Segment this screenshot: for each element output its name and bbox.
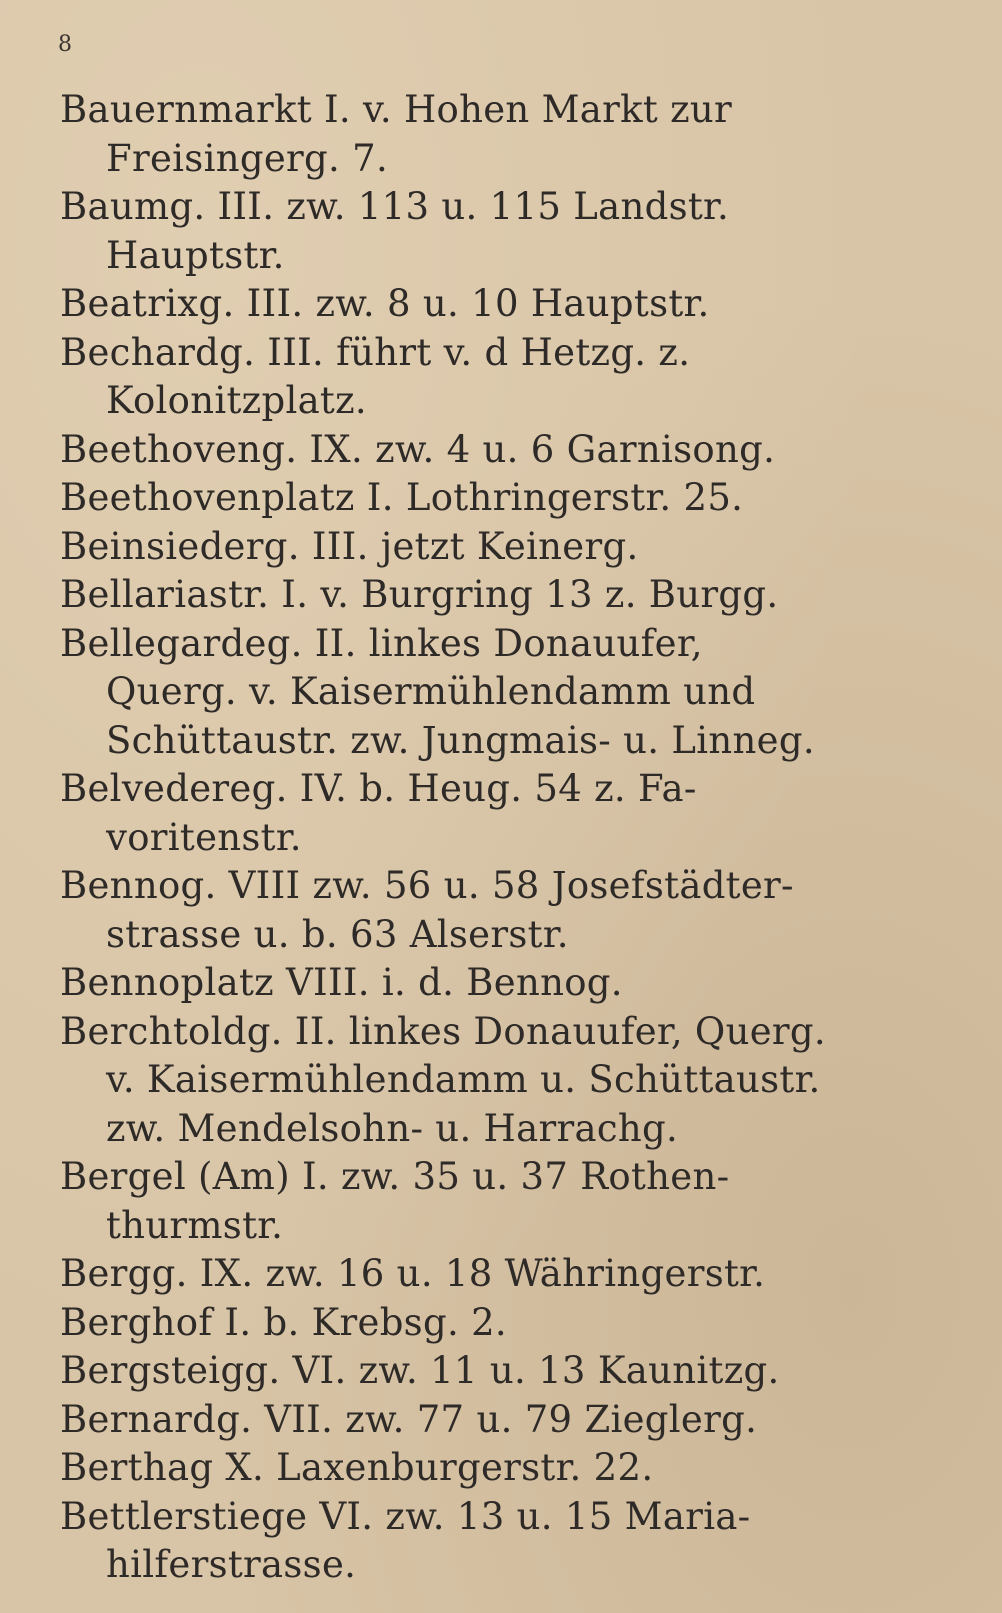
entry-text: Beinsiederg. III. jetzt Keinerg.: [60, 524, 639, 568]
entry-text: Bergel (Am) I. zw. 35 u. 37 Rothen-: [60, 1155, 730, 1198]
entry-text: Bauernmarkt I. v. Hohen Markt zur: [60, 88, 732, 131]
entry-text: Bennoplatz VIII. i. d. Bennog.: [60, 961, 623, 1004]
street-entry: [60, 280, 850, 329]
entry-continuation-text: Schüttaustr. zw. Jungmais- u. Linneg.: [106, 718, 815, 762]
page-number: 8: [58, 32, 72, 57]
street-entry: [60, 620, 850, 766]
entry-continuation-text: zw. Mendelsohn- u. Harrachg.: [106, 1106, 679, 1150]
street-entry: [60, 183, 850, 280]
street-entry: [60, 1444, 850, 1493]
entry-text: Berthag X. Laxenburgerstr. 22.: [60, 1446, 654, 1489]
entry-text: Bechardg. III. führt v. d Hetzg. z.: [60, 330, 691, 374]
entry-continuation-text: thurmstr.: [106, 1203, 284, 1247]
entry-text: Beatrixg. III. zw. 8 u. 10 Hauptstr.: [60, 282, 710, 325]
street-index-list: [60, 86, 850, 1590]
entry-text: Berchtoldg. II. linkes Donauufer, Querg.: [60, 1009, 826, 1053]
street-entry: [60, 571, 850, 620]
entry-text: Bellariastr. I. v. Burgring 13 z. Burgg.: [60, 573, 779, 616]
entry-continuation-text: Querg. v. Kaisermühlendamm und: [106, 670, 756, 713]
entry-text: Beethovenplatz I. Lothringerstr. 25.: [60, 476, 744, 519]
street-entry: [60, 426, 850, 475]
entry-text: Bennog. VIII zw. 56 u. 58 Josefstädter-: [60, 864, 794, 907]
street-entry: [60, 1299, 850, 1348]
street-entry: [60, 1396, 850, 1445]
entry-text: Belvedereg. IV. b. Heug. 54 z. Fa-: [60, 767, 697, 810]
street-entry: [60, 1008, 850, 1154]
street-entry: [60, 474, 850, 523]
street-entry: [60, 1153, 850, 1250]
entry-continuation-text: strasse u. b. 63 Alserstr.: [106, 912, 569, 956]
entry-continuation-text: Kolonitzplatz.: [106, 379, 367, 422]
entry-text: Bellegardeg. II. linkes Donauufer,: [60, 621, 703, 665]
entry-continuation-text: hilferstrasse.: [106, 1543, 357, 1586]
street-entry: [60, 86, 850, 183]
street-entry: [60, 765, 850, 862]
entry-continuation-text: voritenstr.: [106, 815, 302, 859]
street-entry: [60, 1347, 850, 1396]
entry-text: Baumg. III. zw. 113 u. 115 Landstr.: [60, 185, 730, 228]
street-entry: [60, 329, 850, 426]
entry-continuation-text: Hauptstr.: [106, 233, 285, 277]
street-entry: [60, 862, 850, 959]
street-entry: [60, 1493, 850, 1590]
street-entry: [60, 959, 850, 1008]
entry-text: Bergg. IX. zw. 16 u. 18 Währingerstr.: [60, 1252, 766, 1295]
entry-continuation-text: Freisingerg. 7.: [106, 136, 389, 180]
entry-text: Bergsteigg. VI. zw. 11 u. 13 Kaunitzg.: [60, 1349, 780, 1392]
entry-continuation-text: v. Kaisermühlendamm u. Schüttaustr.: [106, 1058, 821, 1101]
entry-text: Beethoveng. IX. zw. 4 u. 6 Garnisong.: [60, 427, 776, 471]
street-entry: [60, 523, 850, 572]
entry-text: Bernardg. VII. zw. 77 u. 79 Zieglerg.: [60, 1397, 758, 1441]
entry-text: Berghof I. b. Krebsg. 2.: [60, 1300, 507, 1344]
entry-text: Bettlerstiege VI. zw. 13 u. 15 Maria-: [60, 1494, 751, 1538]
street-entry: [60, 1250, 850, 1299]
